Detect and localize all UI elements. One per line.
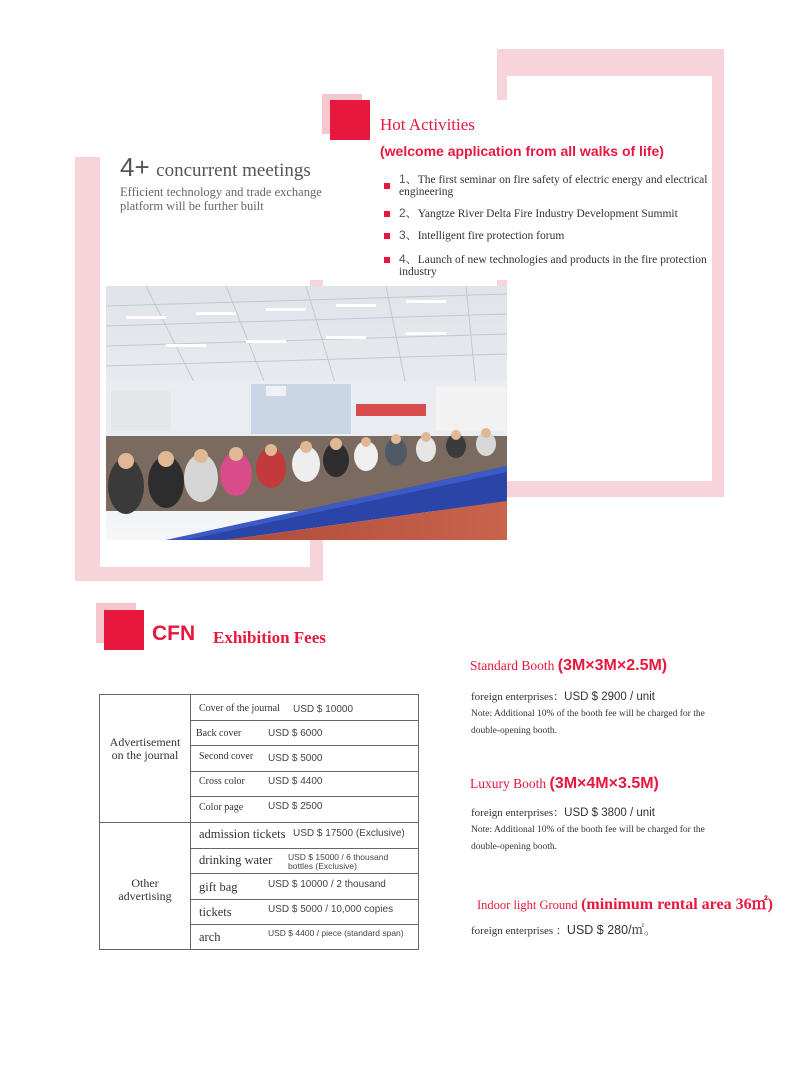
conference-photo <box>106 286 507 540</box>
bullet-icon <box>384 233 390 239</box>
table-row-divider <box>191 796 418 797</box>
table-row-divider <box>191 848 418 849</box>
table-row-name: Back cover <box>196 728 242 739</box>
activity-item: 2、Yangtze River Delta Fire Industry Development Summit <box>384 207 744 220</box>
section-marker-red <box>104 610 144 650</box>
table-row-price: USD $ 17500 (Exclusive) <box>293 828 405 839</box>
hot-activities-title: Hot Activities <box>380 115 475 134</box>
table-row-price: USD $ 5000 <box>268 753 323 764</box>
table-row-name: Color page <box>199 802 244 813</box>
table-row-price: USD $ 5000 / 10,000 copies <box>268 904 394 915</box>
activity-item: 3、Intelligent fire protection forum <box>384 229 744 242</box>
luxury-booth-title: Luxury Booth (3M×4M×3.5M) <box>470 775 659 792</box>
category-other: Other advertising <box>118 876 172 903</box>
bullet-icon <box>384 257 390 263</box>
table-row-name: gift bag <box>199 880 238 894</box>
standard-booth-title: Standard Booth (3M×3M×2.5M) <box>470 657 668 674</box>
indoor-ground-title: Indoor light Ground (minimum rental area 36㎡) <box>477 896 773 913</box>
table-row-price: USD $ 6000 <box>268 728 323 739</box>
meetings-heading: 4+ concurrent meetings <box>120 152 311 182</box>
hot-activities-subtitle: (welcome application from all walks of life) <box>380 143 664 159</box>
standard-booth-note: Note: Additional 10% of the booth fee will be charged for the double-opening booth. <box>471 709 705 736</box>
bullet-icon <box>384 211 390 217</box>
table-row-divider <box>191 924 418 925</box>
table-row-name: Second cover <box>199 751 254 762</box>
table-row-price: USD $ 10000 / 2 thousand <box>268 879 386 890</box>
activity-item: 1、The first seminar on fire safety of electric energy and electrical engineering <box>384 173 744 198</box>
table-row-name: arch <box>199 930 221 944</box>
table-row-divider <box>191 899 418 900</box>
bullet-icon <box>384 183 390 189</box>
table-row-divider <box>191 873 418 874</box>
indoor-ground-price: foreign enterprises ：USD $ 280/㎡。 <box>471 923 657 937</box>
table-row-name: tickets <box>199 905 232 919</box>
advertising-price-table <box>99 694 419 950</box>
table-row-price: USD $ 10000 <box>293 704 354 715</box>
standard-booth-price: foreign enterprises：USD $ 2900 / unit <box>471 691 655 703</box>
exhibition-fees-heading: Exhibition Fees <box>213 628 326 647</box>
table-row-divider <box>191 771 418 772</box>
table-section-divider <box>100 822 418 823</box>
heading-marker-red <box>330 100 370 140</box>
category-advertisement: Advertisement on the journal <box>109 735 181 762</box>
table-row-name: Cover of the journal <box>199 703 280 714</box>
table-row-price: USD $ 4400 <box>268 776 323 787</box>
luxury-booth-note: Note: Additional 10% of the booth fee will be charged for the double-opening booth. <box>471 825 705 852</box>
table-row-price: USD $ 4400 / piece (standard span) <box>268 928 404 938</box>
table-row-price: USD $ 2500 <box>268 801 323 812</box>
luxury-booth-price: foreign enterprises：USD $ 3800 / unit <box>471 807 655 819</box>
table-row-name: drinking water <box>199 853 273 867</box>
decor-frame-right-inner <box>507 76 712 481</box>
table-row-divider <box>191 745 418 746</box>
table-row-name: Cross color <box>199 776 245 787</box>
table-row-price: USD $ 15000 / 6 thousand bottles (Exclusive) <box>288 852 389 871</box>
cfn-brand: CFN <box>152 622 196 645</box>
table-row-name: admission tickets <box>199 827 286 841</box>
table-row-divider <box>191 720 418 721</box>
meetings-description: Efficient technology and trade exchange platform will be further built <box>120 185 322 213</box>
activity-item: 4、Launch of new technologies and products in the fire protection industry <box>384 253 744 278</box>
